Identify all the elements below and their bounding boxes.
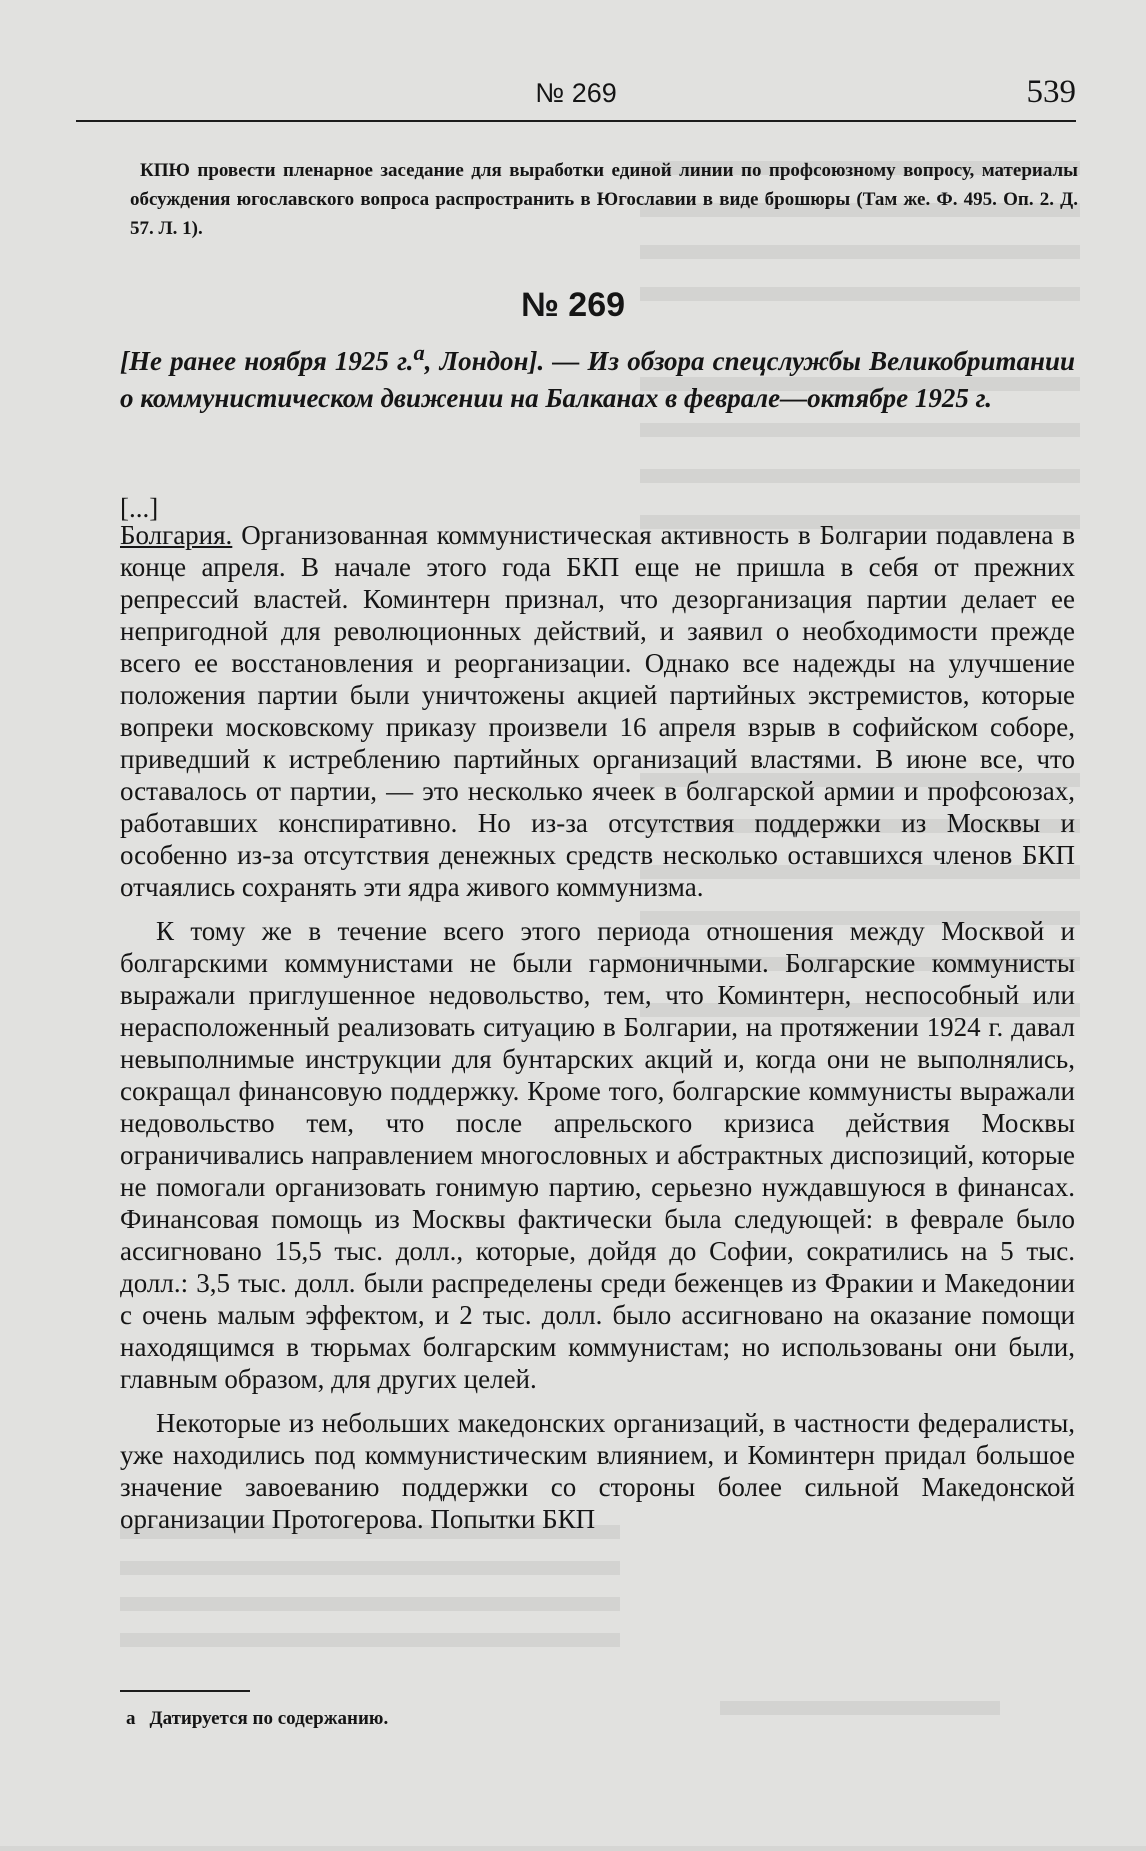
paragraph-moscow-relations: К тому же в течение всего этого периода отношения между Москвой и болгарскими коммунистами не были гармоничными. Болгарские коммунисты выражали приглушенное недовольство, тем, что Коминтерн, неспособный или нерасположенный реализовать ситуацию в Болгарии, на протяжении 1924 г. давал невыполнимые инструкции для бунтарских акций и, когда они не выполнялись, сокращал финансовую поддержку. Кроме того, болгарские коммунисты выражали недовольство тем, что после апрельского кризиса действия Москвы ограничивались направлением многословных и абстрактных диспозиций, которые не помогали организовать гонимую партию, серьезно нуждавшуюся в финансах. Финансовая помощь из Москвы фактически была следующей: в феврале было ассигновано 15,5 тыс. долл., которые, дойдя до Софии, сократились на 5 тыс. долл.: 3,5 тыс. долл. были распределены среди беженцев из Фракии и Македонии с очень малым эффектом, и 2 тыс. долл. было ассигновано на оказание помощи находящимся в тюрьмах болгарским коммунистам; но использованы они были, главным образом, для других целей. [120,916,1075,1394]
paragraph-bulgaria [120,519,1075,903]
heading-description: , Лондон]. — Из обзора спецслужбы Великобритании о коммунистическом движении на Балканах в феврале—октябре 1925 г. [120,346,1076,413]
footnote-reference: а [413,340,425,365]
page-number: 539 [1026,74,1076,110]
footnote [126,1708,388,1730]
paragraph-macedonian-organizations: Некоторые из небольших македонских организаций, в частности федералисты, уже находились под коммунистическим влиянием, и Коминтерн придал большое значение завоеванию поддержки со стороны более сильной Македонской организации Протогерова. Попытки БКП [120,1408,1075,1534]
document-heading [120,334,1075,417]
footnote-divider [120,1690,250,1692]
previous-document-note: КПЮ провести пленарное заседание для выработки единой линии по профсоюзному вопросу, материалы обсуждения югославского вопроса распространить в Югославии в виде брошюры (Там же. Ф. 495. Оп. 2. Д. 57. Л. 1). [130,160,1078,239]
footnote-text: Датируется по содержанию. [149,1708,389,1729]
paragraph-text: Организованная коммунистическая активность в Болгарии подавлена в конце апреля. В начале этого года БКП еще не пришла в себя от прежних репрессий властей. Коминтерн признал, что дезорганизация партии делает ее непригодной для революционных действий, и заявил о необходимости прежде всего ее восстановления и реорганизации. Однако все надежды на улучшение положения партии были уничтожены акцией партийных экстремистов, которые вопреки московскому приказу произвели 16 апреля взрыв в софийском соборе, приведший к истреблению партийных организаций властями. В июне все, что оставалось от партии, — это несколько ячеек в болгарской армии и профсоюзах, работавших конспиративно. Но из-за отсутствия поддержки из Москвы и особенно из-за отсутствия денежных средств несколько оставшихся членов БКП отчаялись сохранять эти ядра живого коммунизма. [120,520,1075,902]
heading-date: [Не ранее ноября 1925 г. [120,346,414,376]
section-name: Болгария. [120,520,233,550]
running-header [76,70,1076,122]
header-document-number: № 269 [535,78,617,108]
omission-mark: [...] [120,493,159,523]
document-body [120,519,1075,1547]
footnote-mark: а [126,1708,136,1729]
document-number-title: № 269 [520,286,626,324]
